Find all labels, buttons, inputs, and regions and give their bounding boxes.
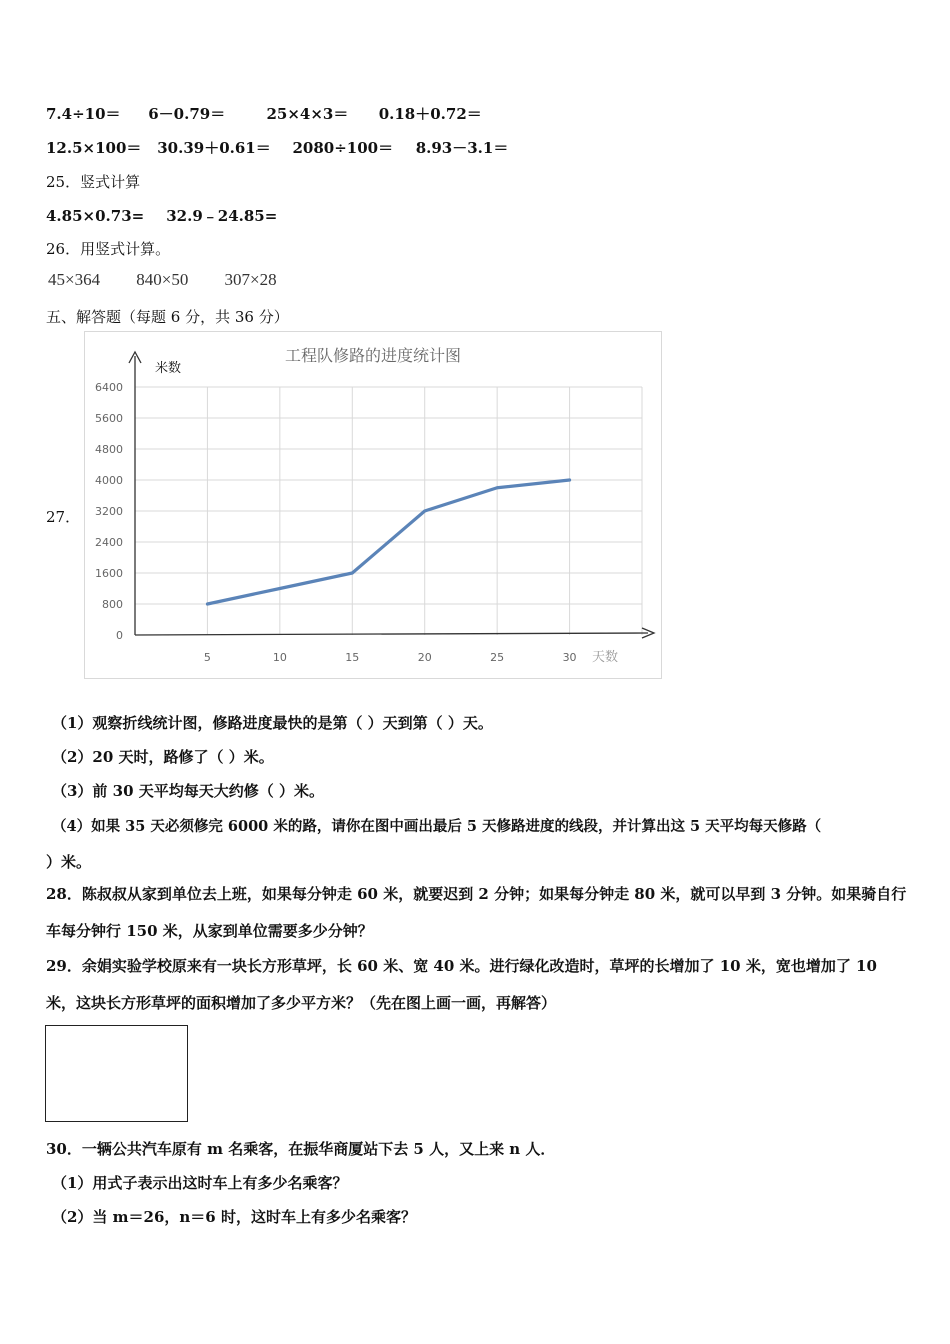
q27-sub4-line1: （4）如果 35 天必须修完 6000 米的路，请你在图中画出最后 5 天修路进度的线段，并计算出这 5 天平均每天修路（ [52,818,822,835]
q30-sub2: （2）当 m＝26，n＝6 时，这时车上有多少名乘客？ [52,1208,416,1226]
y-tick-label: 5600 [95,412,123,425]
q29-text: 29．余娟实验学校原来有一块长方形草坪，长 60 米、宽 40 米。进行绿化改造时，草坪的长增加了 10 米，宽也增加了 10 米，这块长方形草坪的面积增加了多少平方米？（先在图上画一画，再解答） [46,957,877,1012]
x-axis-label: 天数 [591,650,619,665]
calc-item: 307×28 [224,270,277,289]
y-tick-label: 800 [102,598,123,611]
q28-text: 28．陈叔叔从家到单位去上班，如果每分钟走 60 米，就要迟到 2 分钟；如果每分钟走 80 米，就可以早到 3 分钟。如果骑自行车每分钟行 150 米，从家到单位需要多少分钟？ [46,885,907,940]
x-tick-label: 25 [490,651,505,664]
section-title: 五、解答题（每题 6 分，共 36 分） [46,308,289,326]
data-point [496,486,499,489]
q27-number: 27． [46,508,81,526]
q27-sub1: （1）观察折线统计图，修路进度最快的是第（ ）天到第（ ）天。 [52,714,493,732]
calc-item: 32.9﹣24.85= [166,207,278,225]
calc-item: 7.4÷10＝ [46,105,121,123]
calc-item: 6－0.79＝ [148,105,226,123]
y-tick-label: 4000 [95,474,123,487]
x-tick-label: 20 [417,651,432,664]
x-axis [135,633,648,635]
oral-calc-row-1 [46,103,482,124]
calc-item: 12.5×100＝ [46,139,142,157]
x-tick-label: 5 [203,651,211,664]
q27-sub3: （3）前 30 天平均每天大约修（ ）米。 [52,782,324,800]
calc-item: 25×4×3＝ [266,105,349,123]
q30-sub1: （1）用式子表示出这时车上有多少名乘客？ [52,1174,348,1192]
q25-items [46,205,277,226]
chart-grid [135,387,642,635]
x-tick-label: 30 [562,651,577,664]
calc-item: 4.85×0.73= [46,207,145,225]
y-tick-label: 1600 [95,567,123,580]
y-axis-label: 米数 [155,361,182,376]
data-point [423,510,426,513]
q26-items [48,270,277,290]
chart-ticks [95,381,577,664]
y-tick-label: 0 [116,629,123,642]
x-tick-label: 10 [272,651,287,664]
calc-item: 30.39＋0.61＝ [157,139,271,157]
calc-item: 0.18＋0.72＝ [378,105,482,123]
chart-title: 工程队修路的进度统计图 [284,346,462,365]
calc-item: 8.93－3.1＝ [415,139,509,157]
y-tick-label: 6400 [95,381,123,394]
calc-item: 840×50 [136,270,189,289]
x-tick-label: 15 [345,651,360,664]
data-point [278,587,281,590]
q27-sub4-line2: ）米。 [46,853,92,871]
line-chart-frame [84,331,662,679]
data-point [206,603,209,606]
y-tick-label: 2400 [95,536,123,549]
data-point [351,572,354,575]
oral-calc-row-2 [46,137,508,158]
y-tick-label: 3200 [95,505,123,518]
q30-text: 30．一辆公共汽车原有 m 名乘客，在振华商厦站下去 5 人，又上来 n 人． [46,1140,556,1158]
q27-sub2: （2）20 天时，路修了（ ）米。 [52,748,274,766]
q26-title: 26．用竖式计算。 [46,240,171,258]
q25-title: 25．竖式计算 [46,173,141,191]
lawn-rectangle-drawing-box[interactable] [45,1025,188,1122]
line-chart [85,332,661,678]
calc-item: 2080÷100＝ [292,139,394,157]
calc-item: 45×364 [48,270,101,289]
y-tick-label: 4800 [95,443,123,456]
data-point [568,479,571,482]
